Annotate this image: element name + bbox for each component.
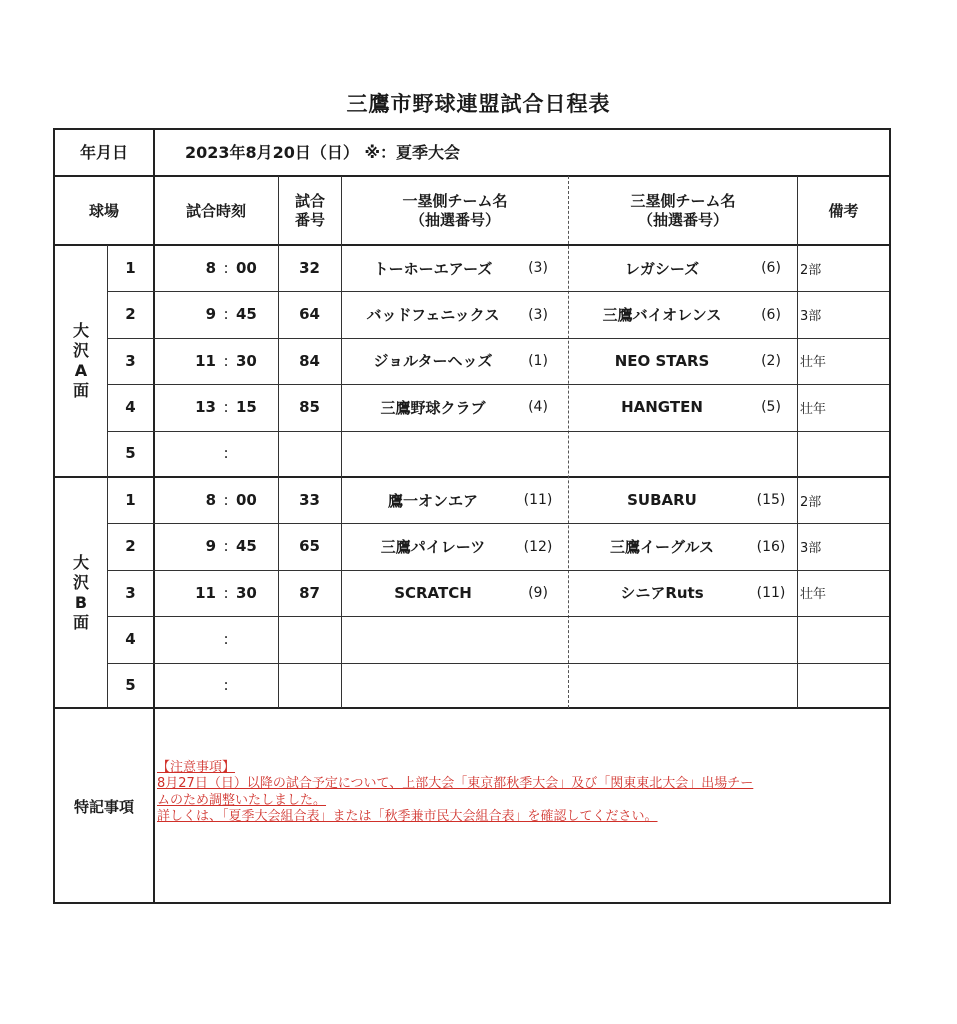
border-team-divider [568, 176, 569, 708]
first-base-team-name [353, 616, 513, 662]
third-base-team-name [578, 663, 746, 709]
third-base-team-name: 三鷹イーグルス [609, 538, 715, 557]
third-base-draw-number [746, 616, 796, 662]
game-number: 33 [299, 490, 320, 509]
first-base-draw-number [513, 663, 563, 709]
date-value: 2023年8月20日（日） ※：夏季大会 [185, 142, 461, 162]
game-number: 64 [299, 305, 320, 324]
venue-char: 沢 [72, 341, 89, 360]
venue-char: 大 [72, 321, 89, 340]
header-first-base-team: 一塁側チーム名 （抽選番号） [402, 192, 508, 229]
notes-line-1: 8月27日（日）以降の試合予定について、上部大会「東京都秋季大会」及び「関東東北大会」出場チー [157, 776, 754, 792]
time-separator: : [223, 630, 229, 648]
schedule-table [53, 128, 891, 904]
row-number: 3 [125, 583, 136, 602]
game-number [278, 663, 341, 709]
page-title: 三鷹市野球連盟試合日程表 [346, 92, 611, 116]
date-label: 年月日 [79, 142, 128, 162]
game-number: 87 [299, 583, 320, 602]
time-separator: : [223, 351, 229, 370]
third-base-draw-number [746, 663, 796, 709]
first-base-draw-number: (9) [528, 584, 548, 601]
header-third-base-team: 三塁側チーム名 （抽選番号） [630, 192, 736, 229]
first-base-draw-number [513, 431, 563, 477]
time-minute [236, 663, 270, 709]
time-hour: 13 [195, 398, 216, 416]
time-separator: : [223, 676, 229, 695]
third-base-team-name [578, 616, 746, 662]
venue-char: 面 [72, 381, 89, 400]
venue-char: B [74, 593, 88, 612]
game-number: 32 [299, 258, 320, 277]
time-hour: 11 [195, 583, 216, 602]
venue-label-a [55, 245, 107, 477]
game-number: 85 [299, 398, 320, 416]
header-time: 試合時刻 [185, 201, 246, 220]
time-minute [236, 431, 270, 477]
time-hour: 11 [195, 351, 216, 370]
third-base-draw-number: (16) [756, 538, 786, 555]
first-base-team-name: 鷹一オンエア [387, 491, 478, 510]
time-hour: 8 [205, 258, 216, 277]
time-hour: 8 [205, 490, 216, 509]
game-number: 84 [299, 351, 320, 370]
row-number: 1 [125, 490, 136, 509]
first-base-team-name: 三鷹パイレーツ [380, 538, 486, 557]
time-separator: : [223, 444, 229, 463]
notes-line-3: 詳しくは、「夏季大会組合表」または「秋季兼市民大会組合表」を確認してください。 [157, 808, 658, 824]
row-number: 2 [125, 537, 136, 556]
border-date-divider [153, 130, 155, 176]
time-minute: 45 [236, 537, 257, 556]
third-base-draw-number: (15) [756, 492, 786, 509]
special-notes-label: 特記事項 [73, 797, 134, 816]
first-base-draw-number: (11) [523, 492, 553, 509]
third-base-draw-number: (2) [761, 352, 781, 369]
time-minute: 30 [236, 351, 257, 370]
third-base-team-name: 三鷹バイオレンス [602, 306, 722, 325]
time-hour [182, 616, 216, 662]
row-notes [800, 431, 886, 477]
special-notes-text [157, 760, 887, 825]
time-hour: 9 [205, 305, 216, 324]
row-number: 5 [125, 444, 136, 463]
third-base-draw-number [746, 431, 796, 477]
venue-char: 面 [72, 613, 89, 632]
third-base-draw-number: (5) [761, 399, 781, 416]
first-base-team-name: 三鷹野球クラブ [380, 398, 486, 417]
time-minute [236, 616, 270, 662]
first-base-team-name: バッドフェニックス [366, 306, 500, 325]
first-base-team-name [353, 431, 513, 477]
venue-label-b [55, 477, 107, 709]
time-separator: : [223, 398, 229, 416]
notes-line-2: ムのため調整いたしました。 [157, 792, 327, 808]
row-notes: 3部 [800, 309, 822, 325]
time-separator: : [223, 258, 229, 277]
time-minute: 00 [236, 258, 257, 277]
border-under-date [55, 175, 889, 177]
border-special [153, 708, 155, 904]
time-minute: 00 [236, 490, 257, 509]
header-game-number: 試合 番号 [294, 192, 325, 229]
header-notes: 備考 [828, 201, 859, 220]
row-notes: 壮年 [800, 401, 827, 417]
first-base-team-name: SCRATCH [394, 583, 472, 602]
venue-char: A [74, 361, 88, 380]
first-base-draw-number: (3) [528, 260, 548, 277]
third-base-team-name: レガシーズ [624, 259, 700, 278]
row-notes: 2部 [800, 262, 822, 278]
third-base-draw-number: (6) [761, 306, 781, 323]
time-separator: : [223, 305, 229, 324]
time-hour: 9 [205, 537, 216, 556]
row-number: 4 [125, 630, 136, 648]
game-number [278, 431, 341, 477]
time-minute: 30 [236, 583, 257, 602]
time-separator: : [223, 490, 229, 509]
first-base-team-name: ジョルターヘッズ [373, 352, 493, 371]
notes-heading: 【注意事項】 [157, 760, 236, 775]
time-hour [182, 663, 216, 709]
first-base-team-name [353, 663, 513, 709]
first-base-draw-number: (4) [528, 399, 548, 416]
row-notes [800, 663, 886, 709]
venue-char: 沢 [72, 573, 89, 592]
first-base-draw-number [513, 616, 563, 662]
third-base-draw-number: (11) [756, 584, 786, 601]
third-base-team-name: SUBARU [627, 491, 697, 510]
row-notes: 2部 [800, 494, 822, 510]
row-number: 1 [125, 258, 136, 277]
game-number [278, 616, 341, 662]
time-hour [182, 431, 216, 477]
first-base-team-name: トーホーエアーズ [373, 259, 493, 278]
row-number: 5 [125, 676, 136, 695]
row-number: 3 [125, 351, 136, 370]
row-notes [800, 616, 886, 662]
time-minute: 15 [236, 398, 257, 416]
border-notes [797, 176, 798, 708]
third-base-team-name: シニアRuts [620, 584, 704, 603]
row-number: 2 [125, 305, 136, 324]
game-number: 65 [299, 537, 320, 556]
border-game [341, 176, 342, 708]
header-venue: 球場 [88, 201, 119, 220]
third-base-team-name: NEO STARS [614, 351, 710, 370]
first-base-draw-number: (3) [528, 306, 548, 323]
time-separator: : [223, 583, 229, 602]
third-base-team-name: HANGTEN [621, 398, 703, 417]
row-number: 4 [125, 398, 136, 416]
first-base-draw-number: (1) [528, 352, 548, 369]
third-base-team-name [578, 431, 746, 477]
row-notes: 壮年 [800, 355, 827, 371]
row-notes: 壮年 [800, 587, 827, 603]
first-base-draw-number: (12) [523, 538, 553, 555]
row-notes: 3部 [800, 541, 822, 557]
time-minute: 45 [236, 305, 257, 324]
time-separator: : [223, 537, 229, 556]
venue-char: 大 [72, 553, 89, 572]
third-base-draw-number: (6) [761, 260, 781, 277]
